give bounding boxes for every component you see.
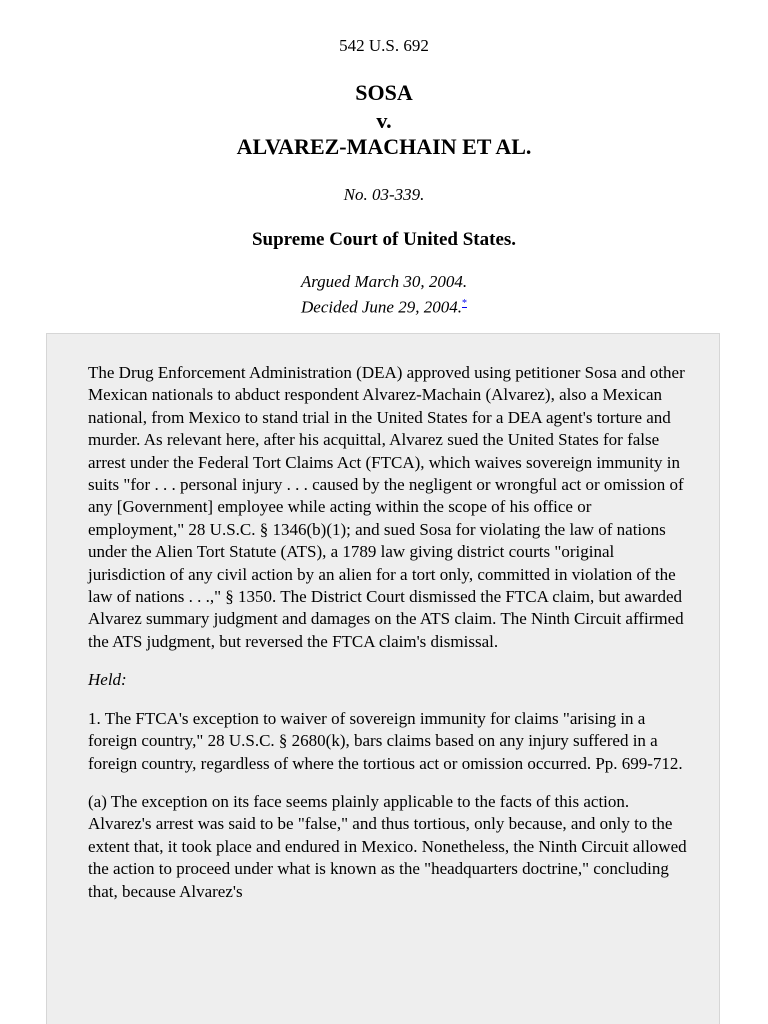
footnote-link[interactable]: * — [461, 298, 467, 309]
syllabus-summary: The Drug Enforcement Administration (DEA) approved using petitioner Sosa and other Mexican nationals to abduct respondent Alvarez-Machain (Alvarez), also a Mexican national, from Mexico to stand trial in the United States for a DEA agent's torture and murder. As relevant here, after his acquittal, Alvarez sued the United States for false arrest under the Federal Tort Claims Act (FTCA), which waives sovereign immunity in suits "for . . . personal injury . . . caused by the negligent or wrongful act or omission of any [Government] employee while acting within the scope of his office or employment," 28 U.S.C. § 1346(b)(1); and sued Sosa for violating the law of nations under the Alien Tort Statute (ATS), a 1789 law giving district courts "original jurisdiction of any civil action by an alien for a tort only, committed in violation of the law of nations . . .," § 1350. The District Court dismissed the FTCA claim, but awarded Alvarez summary judgment and damages on the ATS claim. The Ninth Circuit affirmed the ATS judgment, but reversed the FTCA claim's dismissal. — [88, 363, 685, 651]
decided-date: Decided June 29, 2004. — [301, 297, 462, 317]
case-dates — [0, 271, 768, 319]
holding-point-1a: (a) The exception on its face seems plainly applicable to the facts of this action. Alvarez's arrest was said to be "false," and thus tortious, only because, and only to the extent that, it took place and endured in Mexico. Nonetheless, the Ninth Circuit allowed the action to proceed under what is known as the "headquarters doctrine," concluding that, because Alvarez's — [88, 791, 687, 901]
court-name: Supreme Court of United States. — [251, 229, 517, 250]
docket-number: No. 03-339. — [343, 185, 425, 204]
held-label: Held: — [88, 670, 127, 690]
versus-label: v. — [376, 108, 392, 133]
argued-date: Argued March 30, 2004. — [300, 272, 468, 291]
case-citation: 542 U.S. 692 — [339, 36, 429, 55]
decided-date-line — [0, 293, 768, 319]
holding-point-1: 1. The FTCA's exception to waiver of sovereign immunity for claims "arising in a foreign country," 28 U.S.C. § 2680(k), bars claims based on any injury suffered in a foreign country, regardless of where the tortious act or omission occurred. Pp. 699-712. — [88, 708, 683, 773]
respondent-name: ALVAREZ-MACHAIN ET AL. — [236, 134, 532, 159]
syllabus-box — [46, 333, 720, 1024]
syllabus-content — [88, 362, 688, 919]
petitioner-name: SOSA — [355, 80, 413, 105]
